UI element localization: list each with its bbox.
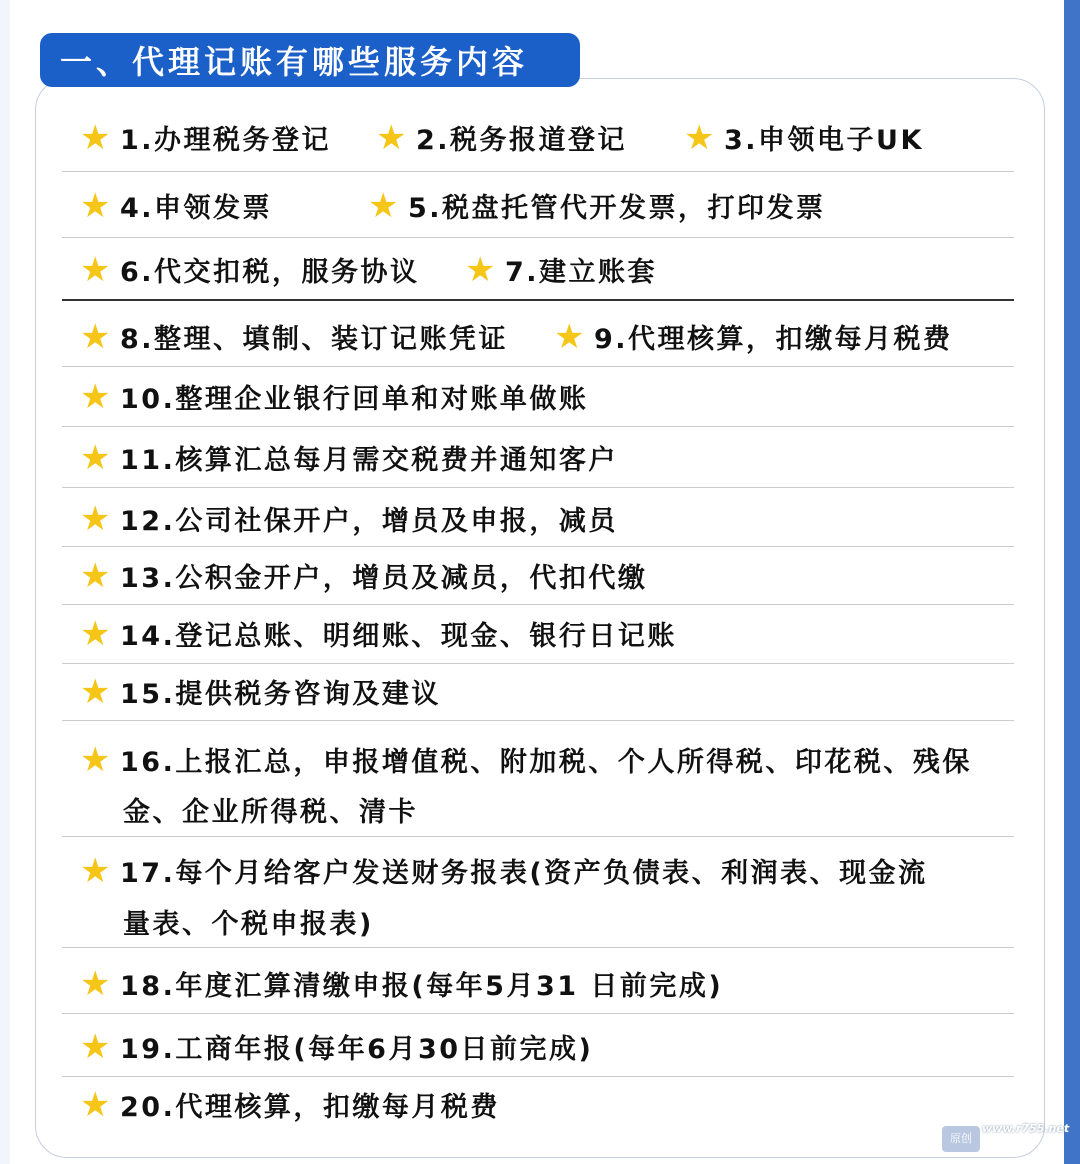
service-item-text: 10.整理企业银行回单和对账单做账 bbox=[120, 384, 589, 415]
divider bbox=[62, 720, 1014, 721]
star-icon: ★ bbox=[80, 1084, 111, 1125]
service-item-text: 12.公司社保开户，增员及申报，减员 bbox=[120, 506, 618, 537]
star-icon: ★ bbox=[554, 316, 585, 357]
service-item-17 bbox=[80, 851, 928, 890]
service-item-19 bbox=[80, 1027, 593, 1066]
star-icon: ★ bbox=[376, 117, 407, 158]
star-icon: ★ bbox=[465, 249, 496, 290]
service-item-4 bbox=[80, 186, 272, 225]
divider bbox=[62, 171, 1014, 172]
service-item-text: 4.申领发票 bbox=[120, 193, 273, 224]
divider bbox=[62, 604, 1014, 605]
service-item-7 bbox=[465, 250, 657, 289]
service-item-11 bbox=[80, 438, 618, 477]
service-item-16 bbox=[80, 740, 972, 779]
service-item-text: 16.上报汇总，申报增值税、附加税、个人所得税、印花税、残保 bbox=[120, 747, 972, 778]
service-item-3 bbox=[684, 118, 924, 157]
service-item-text: 8.整理、填制、装订记账凭证 bbox=[120, 324, 509, 355]
service-item-text: 13.公积金开户，增员及减员，代扣代缴 bbox=[120, 563, 648, 594]
service-item-text: 14.登记总账、明细账、现金、银行日记账 bbox=[120, 621, 677, 652]
service-item-20 bbox=[80, 1085, 500, 1124]
star-icon: ★ bbox=[80, 316, 111, 357]
service-item-text: 2.税务报道登记 bbox=[416, 125, 628, 156]
divider bbox=[62, 1076, 1014, 1077]
service-item-text: 17.每个月给客户发送财务报表(资产负债表、利润表、现金流 bbox=[120, 858, 928, 889]
service-item-10 bbox=[80, 377, 588, 416]
divider bbox=[62, 836, 1014, 837]
service-item-text: 11.核算汇总每月需交税费并通知客户 bbox=[120, 445, 618, 476]
service-item-8 bbox=[80, 317, 508, 356]
right-side-bar bbox=[1064, 0, 1080, 1164]
divider bbox=[62, 487, 1014, 488]
divider bbox=[62, 663, 1014, 664]
service-item-17-continuation: 量表、个税申报表) bbox=[123, 909, 374, 940]
star-icon: ★ bbox=[80, 376, 111, 417]
star-icon: ★ bbox=[80, 963, 111, 1004]
service-item-text: 15.提供税务咨询及建议 bbox=[120, 679, 441, 710]
service-item-5 bbox=[368, 186, 826, 225]
divider bbox=[62, 947, 1014, 948]
service-item-12 bbox=[80, 499, 618, 538]
service-item-text: 1.办理税务登记 bbox=[120, 125, 332, 156]
service-item-18 bbox=[80, 964, 723, 1003]
service-item-6 bbox=[80, 250, 420, 289]
star-icon: ★ bbox=[80, 117, 111, 158]
divider bbox=[62, 366, 1014, 367]
service-item-text: 9.代理核算，扣缴每月税费 bbox=[594, 324, 953, 355]
star-icon: ★ bbox=[684, 117, 715, 158]
star-icon: ★ bbox=[80, 613, 111, 654]
star-icon: ★ bbox=[80, 1026, 111, 1067]
service-item-2 bbox=[376, 118, 627, 157]
service-item-text: 7.建立账套 bbox=[505, 257, 658, 288]
divider bbox=[62, 299, 1014, 301]
star-icon: ★ bbox=[80, 437, 111, 478]
service-item-text: 20.代理核算，扣缴每月税费 bbox=[120, 1092, 500, 1123]
star-icon: ★ bbox=[80, 249, 111, 290]
star-icon: ★ bbox=[368, 185, 399, 226]
star-icon: ★ bbox=[80, 671, 111, 712]
service-item-text: 3.申领电子UK bbox=[724, 125, 924, 156]
divider bbox=[62, 237, 1014, 238]
service-item-text: 19.工商年报(每年6月30日前完成) bbox=[120, 1034, 594, 1065]
left-edge bbox=[0, 0, 10, 1164]
service-item-15 bbox=[80, 672, 441, 711]
service-item-text: 5.税盘托管代开发票，打印发票 bbox=[408, 193, 826, 224]
service-item-text: 6.代交扣税，服务协议 bbox=[120, 257, 420, 288]
service-item-9 bbox=[554, 317, 953, 356]
watermark-site: www.r755.net bbox=[982, 1122, 1070, 1135]
service-item-13 bbox=[80, 556, 647, 595]
divider bbox=[62, 546, 1014, 547]
section-title-tab bbox=[40, 33, 580, 87]
section-title: 一、代理记账有哪些服务内容 bbox=[60, 43, 529, 81]
service-item-14 bbox=[80, 614, 677, 653]
star-icon: ★ bbox=[80, 498, 111, 539]
divider bbox=[62, 1013, 1014, 1014]
star-icon: ★ bbox=[80, 850, 111, 891]
service-item-1 bbox=[80, 118, 331, 157]
divider bbox=[62, 426, 1014, 427]
service-item-text: 18.年度汇算清缴申报(每年5月31 日前完成) bbox=[120, 971, 724, 1002]
watermark-badge: 原创 bbox=[940, 1124, 982, 1154]
service-item-16-continuation: 金、企业所得税、清卡 bbox=[123, 797, 418, 828]
star-icon: ★ bbox=[80, 185, 111, 226]
star-icon: ★ bbox=[80, 555, 111, 596]
star-icon: ★ bbox=[80, 739, 111, 780]
